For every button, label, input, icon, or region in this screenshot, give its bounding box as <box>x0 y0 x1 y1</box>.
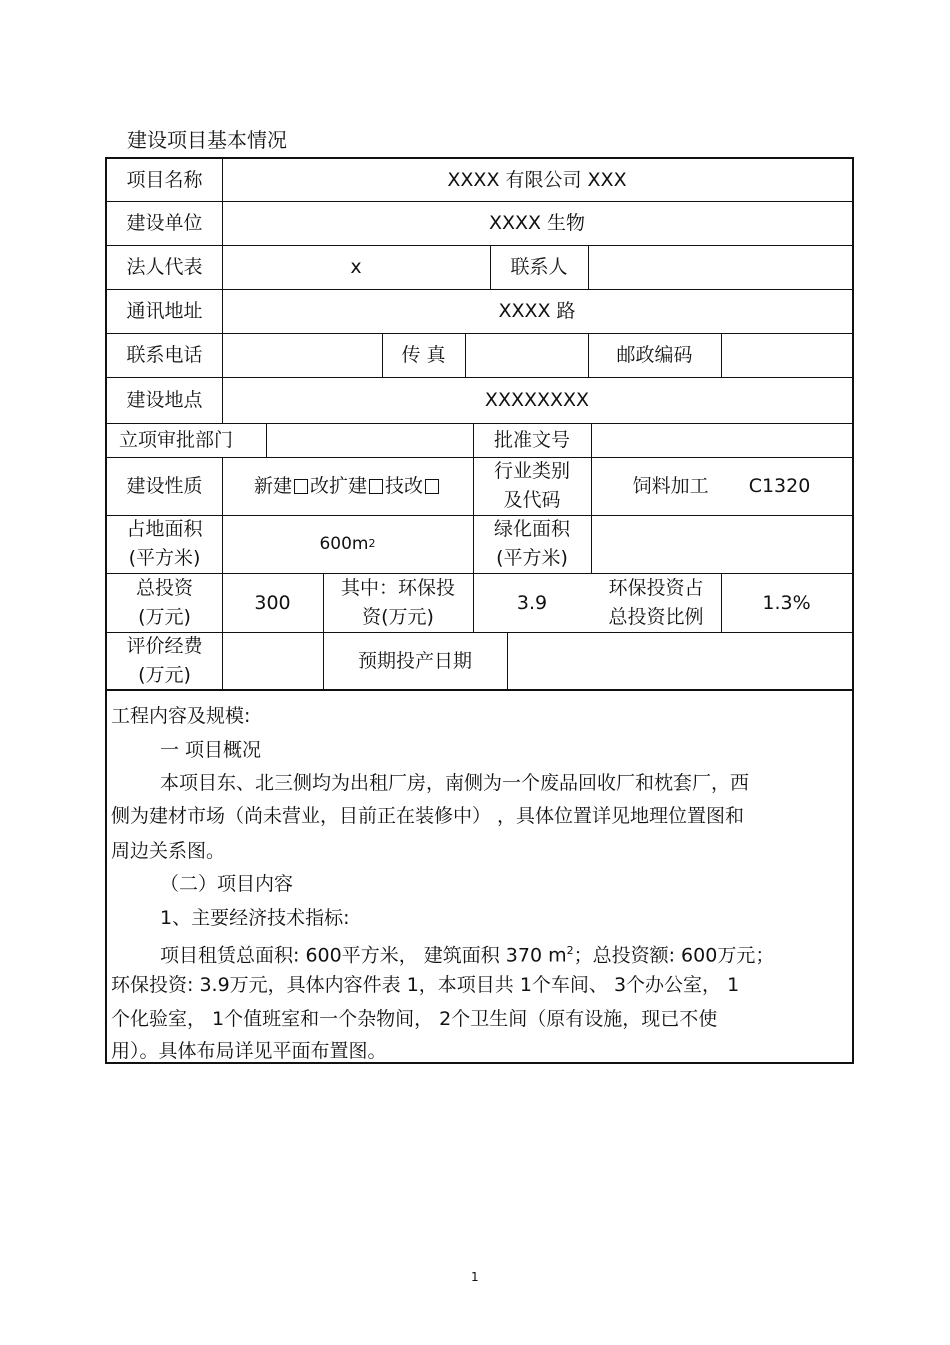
eval-label-line2: (万元) <box>138 663 191 686</box>
phone-label: 联系电话 <box>126 344 203 366</box>
env-ratio-value: 1.3% <box>762 591 811 614</box>
investment-label <box>107 573 222 632</box>
tech-checkbox[interactable] <box>425 479 439 494</box>
env-label-line1: 其中：环保投 <box>340 576 455 599</box>
area-label <box>107 515 222 573</box>
green-label-line2: (平方米) <box>496 547 568 569</box>
opt-tech-label: 技改 <box>385 475 424 497</box>
para2-line1-a: 项目租赁总面积: 600平方米， 建筑面积 370 m <box>160 944 567 967</box>
para2-line3: 个化验室， 1个值班室和一个杂物间， 2个卫生间（原有设施，现已不使 <box>111 1008 718 1030</box>
area-number: 600m <box>319 534 369 554</box>
investment-value: 300 <box>254 591 291 614</box>
para2-line4: 用）。具体布局详见平面布置图。 <box>111 1040 387 1062</box>
opt-expand-label: 改扩建 <box>309 475 367 497</box>
builder-value: XXXX 生物 <box>488 212 586 234</box>
area-value <box>222 515 473 573</box>
green-area-value <box>591 515 852 573</box>
area-unit-sup: 2 <box>368 537 376 550</box>
project-name-value: XXXX 有限公司 XXX <box>447 169 627 191</box>
env-investment-value: 3.9 <box>516 591 548 614</box>
eval-fee-value <box>222 632 323 689</box>
zip-value <box>721 333 852 377</box>
env-investment-label <box>323 573 473 632</box>
industry-label-line1: 行业类别 <box>493 460 570 482</box>
section-project-content: （二）项目内容 <box>160 873 294 895</box>
green-label-line1: 绿化面积 <box>493 518 570 540</box>
legal-rep-label: 法人代表 <box>126 256 203 278</box>
approval-dept-value <box>266 423 473 457</box>
para2-line1-sup: 2 <box>566 944 574 957</box>
env-ratio-label <box>591 573 721 632</box>
industry-code: C1320 <box>748 475 811 497</box>
address-value: XXXX 路 <box>498 300 576 322</box>
builder-label: 建设单位 <box>126 212 203 234</box>
content-heading: 工程内容及规模: <box>111 705 251 727</box>
project-name-label: 项目名称 <box>126 169 203 191</box>
para2-line1-b: ；总投资额: 600万元； <box>573 944 775 967</box>
industry-label <box>473 457 591 515</box>
section-indicators: 1、主要经济技术指标: <box>160 907 350 929</box>
page-number: 1 <box>471 1270 479 1284</box>
opt-new-label: 新建 <box>253 475 292 497</box>
eval-label-line1: 评价经费 <box>126 634 203 657</box>
expand-checkbox[interactable] <box>369 479 383 494</box>
production-date-value <box>507 632 852 689</box>
approval-doc-label: 批准文号 <box>493 429 570 451</box>
zip-label: 邮政编码 <box>616 344 693 366</box>
contact-label: 联系人 <box>510 256 568 278</box>
ratio-label-line1: 环保投资占 <box>608 576 704 599</box>
para1-line1: 本项目东、北三侧均为出租厂房，南侧为一个废品回收厂和枕套厂，西 <box>160 772 750 794</box>
section-overview: 一 项目概况 <box>160 739 262 761</box>
legal-rep-value: x <box>350 256 362 278</box>
approval-dept-label: 立项审批部门 <box>119 429 234 451</box>
area-label-line2: (平方米) <box>128 547 201 569</box>
ratio-label-line2: 总投资比例 <box>608 605 704 628</box>
para1-line3: 周边关系图。 <box>111 840 226 862</box>
investment-label-line1: 总投资 <box>135 576 193 599</box>
para2-line2: 环保投资: 3.9万元，具体内容件表 1，本项目共 1个车间、 3个办公室， 1 <box>111 974 740 996</box>
fax-label: 传 真 <box>401 344 446 366</box>
document-title: 建设项目基本情况 <box>127 128 287 152</box>
location-value: XXXXXXXX <box>484 389 590 411</box>
production-date-label: 预期投产日期 <box>357 649 472 672</box>
location-label: 建设地点 <box>126 389 203 411</box>
industry-label-line2: 及代码 <box>503 489 561 511</box>
eval-fee-label <box>107 632 222 689</box>
env-label-line2: 资(万元) <box>362 605 434 628</box>
green-area-label <box>473 515 591 573</box>
fax-value <box>465 333 588 377</box>
contact-value <box>588 245 852 289</box>
nature-label: 建设性质 <box>126 475 203 497</box>
para2-line1 <box>160 936 850 970</box>
industry-value <box>591 457 852 515</box>
nature-options <box>222 457 473 515</box>
para1-line2: 侧为建材市场（尚未营业，目前正在装修中） ，具体位置详见地理位置图和 <box>111 805 745 827</box>
investment-label-line2: (万元) <box>138 605 191 628</box>
new-checkbox[interactable] <box>294 479 308 494</box>
approval-doc-value <box>591 423 852 457</box>
area-label-line1: 占地面积 <box>126 518 203 540</box>
phone-value <box>222 333 382 377</box>
address-label: 通讯地址 <box>126 300 203 322</box>
industry-name: 饲料加工 <box>632 475 709 497</box>
